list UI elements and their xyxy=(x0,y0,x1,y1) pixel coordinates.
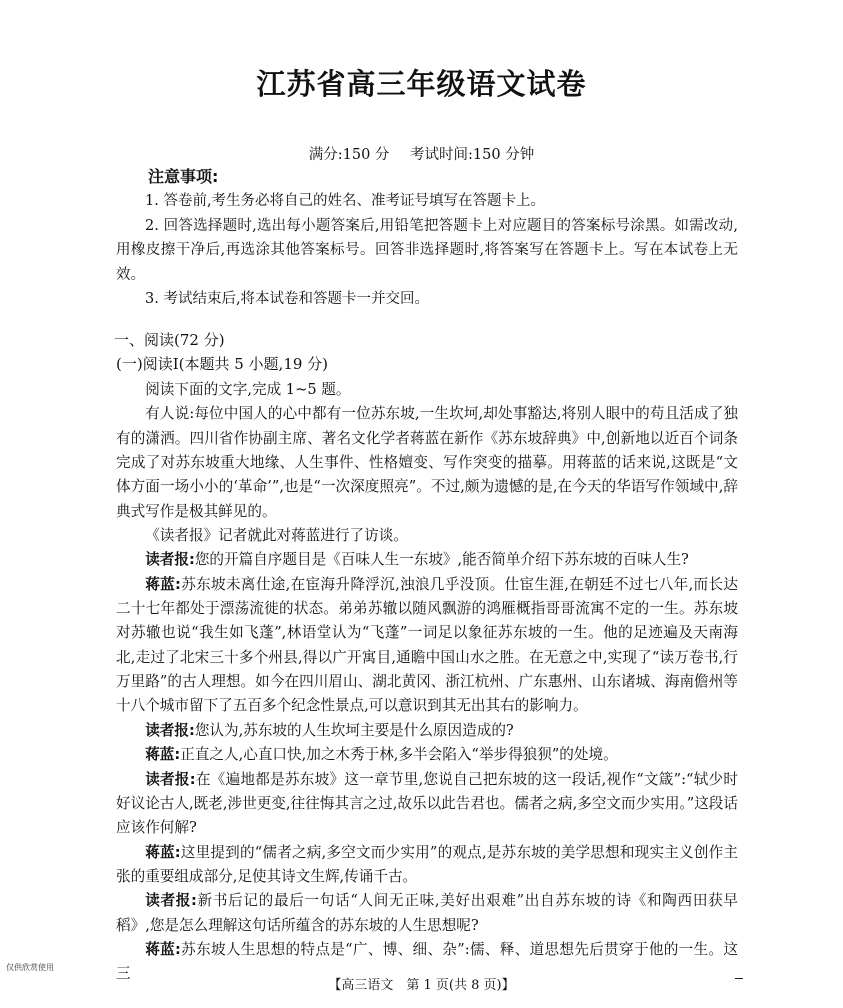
paragraph xyxy=(116,378,738,402)
paragraph xyxy=(116,573,738,719)
notice-item: 2. 回答选择题时,选出每小题答案后,用铅笔把答题卡上对应题目的答案标号涂黑。如需改动,用橡皮擦干净后,再选涂其他答案标号。回答非选择题时,将答案写在答题卡上。写在本试卷上无效。 xyxy=(116,217,738,283)
paragraph-text: 在《遍地都是苏东坡》这一章节里,您说自己把东坡的这一段话,视作“文箴”:“轼少时好议论古人,既老,涉世更变,往往悔其言之过,故乐以此告君也。儒者之病,多空文而少实用。”这段话应该作何解? xyxy=(116,770,738,837)
speaker-label: 读者报: xyxy=(145,892,197,910)
paragraph xyxy=(116,524,738,548)
notice-item: 3. 考试结束后,将本试卷和答题卡一并交回。 xyxy=(145,291,430,307)
notice-list xyxy=(116,189,738,312)
paragraph xyxy=(116,402,738,524)
paragraph-text: 《读者报》记者就此对蒋蓝进行了访谈。 xyxy=(145,527,408,545)
paragraph xyxy=(116,889,738,938)
exam-time: 考试时间:150 分钟 xyxy=(410,147,535,163)
subsection-title: (一)阅读Ⅰ(本题共 5 小题,19 分) xyxy=(116,355,329,373)
speaker-label: 蒋蓝: xyxy=(145,940,181,958)
paragraph xyxy=(116,548,738,572)
full-score: 满分:150 分 xyxy=(308,147,390,163)
paragraph-text: 新书后记的最后一句话“人间无正味,美好出艰难”出自苏东坡的诗《和陶西田获早稻》,您是怎么理解这句话所蕴含的苏东坡的人生思想呢? xyxy=(116,892,738,934)
reading-passage xyxy=(116,378,738,987)
paragraph xyxy=(116,768,738,841)
paragraph xyxy=(116,841,738,890)
paragraph-text: 您认为,苏东坡的人生坎坷主要是什么原因造成的? xyxy=(194,721,514,739)
speaker-label: 读者报: xyxy=(145,551,195,569)
paragraph-text: 这里提到的“儒者之病,多空文而少实用”的观点,是苏东坡的美学思想和现实主义创作主张的重要组成部分,足使其诗文生辉,传诵千古。 xyxy=(116,843,738,885)
speaker-label: 蒋蓝: xyxy=(145,843,181,861)
paragraph xyxy=(116,719,738,743)
speaker-label: 蒋蓝: xyxy=(145,746,181,764)
paragraph-text: 阅读下面的文字,完成 1~5 题。 xyxy=(145,381,351,398)
speaker-label: 读者报: xyxy=(145,721,195,739)
page-footer: 【高三语文 第 1 页(共 8 页)】 xyxy=(328,978,515,993)
section-title: 一、阅读(72 分) xyxy=(114,331,225,349)
paragraph-text: 您的开篇自序题目是《百味人生一东坡》,能否简单介绍下苏东坡的百味人生? xyxy=(194,551,689,569)
corner-mark xyxy=(735,978,743,979)
notice-title: 注意事项: xyxy=(148,167,219,186)
exam-meta xyxy=(0,143,843,164)
speaker-label: 读者报: xyxy=(145,770,196,788)
paragraph-text: 正直之人,心直口快,加之木秀于林,多半会陷入“举步得狼狈”的处境。 xyxy=(180,746,618,764)
paragraph-text: 苏东坡人生思想的特点是“广、博、细、杂”:儒、释、道思想先后贯穿于他的一生。这三 xyxy=(116,940,738,983)
paragraph xyxy=(116,743,738,767)
paragraph-text: 苏东坡未离仕途,在宦海升降浮沉,浊浪几乎没顶。仕宦生涯,在朝廷不过七八年,而长达二十七年都处于漂荡流徙的状态。弟弟苏辙以随风飘游的鸿雁概指哥哥流寓不定的一生。苏东坡对苏辙也说“我生如飞蓬”,林语堂认为“飞蓬”一词足以象征苏东坡的一生。他的足迹遍及天南海北,走过了北宋三十多个州县,得以广开寓目,通瞻中国山水之胜。在无意之中,实现了“读万卷书,行万里路”的古人理想。如今在四川眉山、湖北黄冈、浙江杭州、广东惠州、山东诸城、海南儋州等十八个城市留下了五百多个纪念性景点,可以意识到其无出其右的影响力。 xyxy=(116,575,738,715)
notice-item: 1. 答卷前,考生务必将自己的姓名、准考证号填写在答题卡上。 xyxy=(145,193,546,209)
speaker-label: 蒋蓝: xyxy=(145,575,181,593)
side-note: 仅供欣赏使用 xyxy=(6,963,54,972)
paragraph-text: 有人说:每位中国人的心中都有一位苏东坡,一生坎坷,却处事豁达,将别人眼中的苟且活成了独有的潇洒。四川省作协副主席、著名文化学者蒋蓝在新作《苏东坡辞典》中,创新地以近百个词条完成了对苏东坡重大地缘、人生事件、性格嬗变、写作突变的描摹。用蒋蓝的话来说,这既是“文体方面一场小小的‘革命’”,也是“一次深度照亮”。不过,颇为遗憾的是,在今天的华语写作领域中,辞典式写作是极其鲜见的。 xyxy=(116,405,738,520)
page-title: 江苏省高三年级语文试卷 xyxy=(256,67,587,101)
